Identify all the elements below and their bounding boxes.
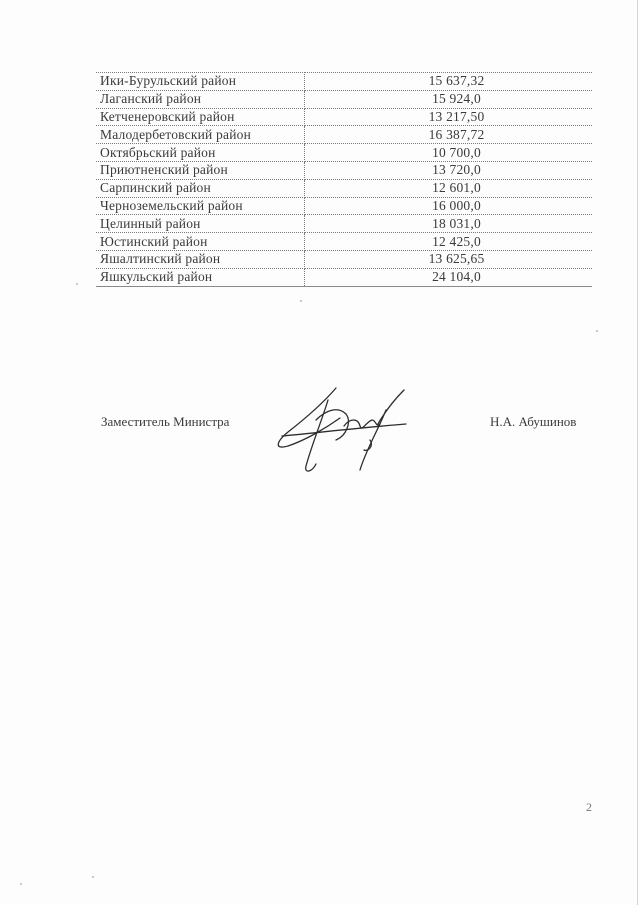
table-row [96,250,592,268]
district-name-cell: Кетченеровский район [96,108,305,126]
amount-cell: 16 000,0 [305,197,593,215]
table-row [96,144,592,162]
district-name-cell: Сарпинский район [96,179,305,197]
scan-speck [92,876,94,878]
district-name-cell: Приютненский район [96,161,305,179]
table-row [96,215,592,233]
scan-speck [300,300,302,302]
page-number: 2 [586,800,592,814]
district-funding-table [96,72,592,287]
table-row [96,268,592,286]
district-name-cell: Юстинский район [96,233,305,251]
handwritten-signature [266,380,416,480]
amount-cell: 16 387,72 [305,126,593,144]
table-row [96,179,592,197]
signer-name: Н.А. Абушинов [490,414,577,429]
scan-speck [596,330,598,332]
district-name-cell: Октябрьский район [96,144,305,162]
amount-cell: 15 924,0 [305,90,593,108]
table-row [96,197,592,215]
table-row [96,161,592,179]
district-name-cell: Яшалтинский район [96,250,305,268]
scan-speck [76,283,78,285]
table-row [96,90,592,108]
amount-cell: 13 625,65 [305,250,593,268]
scan-speck [20,883,22,885]
signer-title: Заместитель Министра [101,414,230,429]
amount-cell: 24 104,0 [305,268,593,286]
district-name-cell: Ики-Бурульский район [96,73,305,91]
amount-cell: 13 720,0 [305,161,593,179]
amount-cell: 15 637,32 [305,73,593,91]
scan-edge-line [637,0,638,905]
table-body [96,73,592,287]
district-name-cell: Лаганский район [96,90,305,108]
district-name-cell: Черноземельский район [96,197,305,215]
table-row [96,126,592,144]
district-name-cell: Яшкульский район [96,268,305,286]
amount-cell: 10 700,0 [305,144,593,162]
amount-cell: 12 601,0 [305,179,593,197]
amount-cell: 13 217,50 [305,108,593,126]
table-row [96,108,592,126]
district-name-cell: Целинный район [96,215,305,233]
amount-cell: 12 425,0 [305,233,593,251]
amount-cell: 18 031,0 [305,215,593,233]
district-name-cell: Малодербетовский район [96,126,305,144]
table-row [96,233,592,251]
table-row [96,73,592,91]
